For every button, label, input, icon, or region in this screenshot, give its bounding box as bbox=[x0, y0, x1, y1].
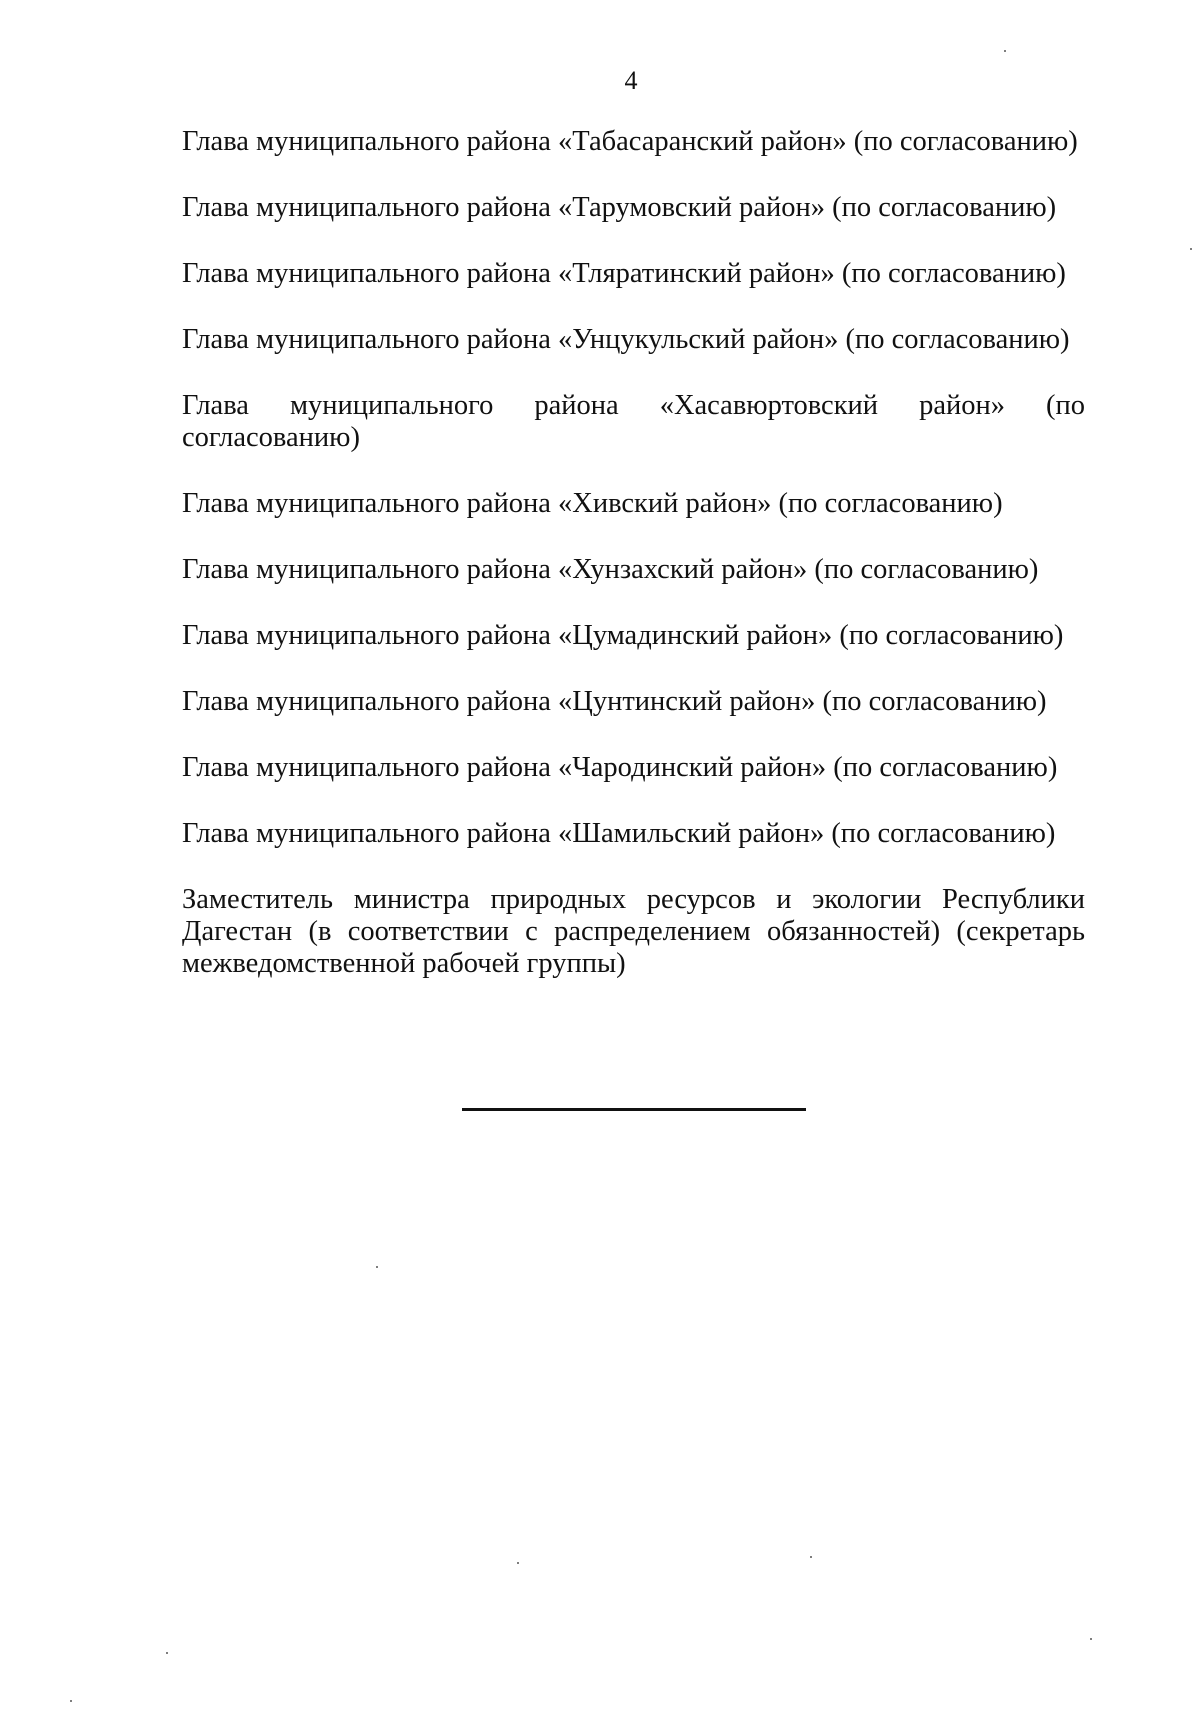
scan-speck bbox=[1004, 50, 1006, 52]
list-item: Глава муниципального района «Цунтинский район» (по согласованию) bbox=[182, 686, 1047, 717]
scan-speck bbox=[1190, 248, 1192, 250]
list-item: Глава муниципального района «Хивский район» (по согласованию) bbox=[182, 488, 1003, 519]
list-item: Глава муниципального района «Цумадинский район» (по согласованию) bbox=[182, 620, 1064, 651]
scan-speck bbox=[376, 1266, 378, 1268]
list-item: Глава муниципального района «Хунзахский район» (по согласованию) bbox=[182, 554, 1039, 585]
list-item: Глава муниципального района «Унцукульский район» (по согласованию) bbox=[182, 324, 1070, 355]
scan-speck bbox=[810, 1556, 812, 1558]
list-item: Глава муниципального района «Тарумовский район» (по согласованию) bbox=[182, 192, 1057, 223]
list-item: Заместитель министра природных ресурсов и экологии Республики Дагестан (в соответствии с распределением обязанностей) (секретарь межведомственной рабочей группы) bbox=[182, 884, 1085, 979]
list-item: Глава муниципального района «Табасаранский район» (по согласованию) bbox=[182, 126, 1078, 157]
scan-speck bbox=[1090, 1638, 1092, 1640]
closing-rule bbox=[462, 1108, 806, 1111]
scan-speck bbox=[166, 1652, 168, 1654]
scan-speck bbox=[517, 1562, 519, 1564]
list-item: Глава муниципального района «Хасавюртовский район» (по согласованию) bbox=[182, 390, 1085, 453]
page-number: 4 bbox=[624, 66, 638, 95]
list-item: Глава муниципального района «Шамильский район» (по согласованию) bbox=[182, 818, 1056, 849]
list-item: Глава муниципального района «Тляратинский район» (по согласованию) bbox=[182, 258, 1066, 289]
list-item: Глава муниципального района «Чародинский район» (по согласованию) bbox=[182, 752, 1058, 783]
scan-speck bbox=[70, 1700, 72, 1702]
